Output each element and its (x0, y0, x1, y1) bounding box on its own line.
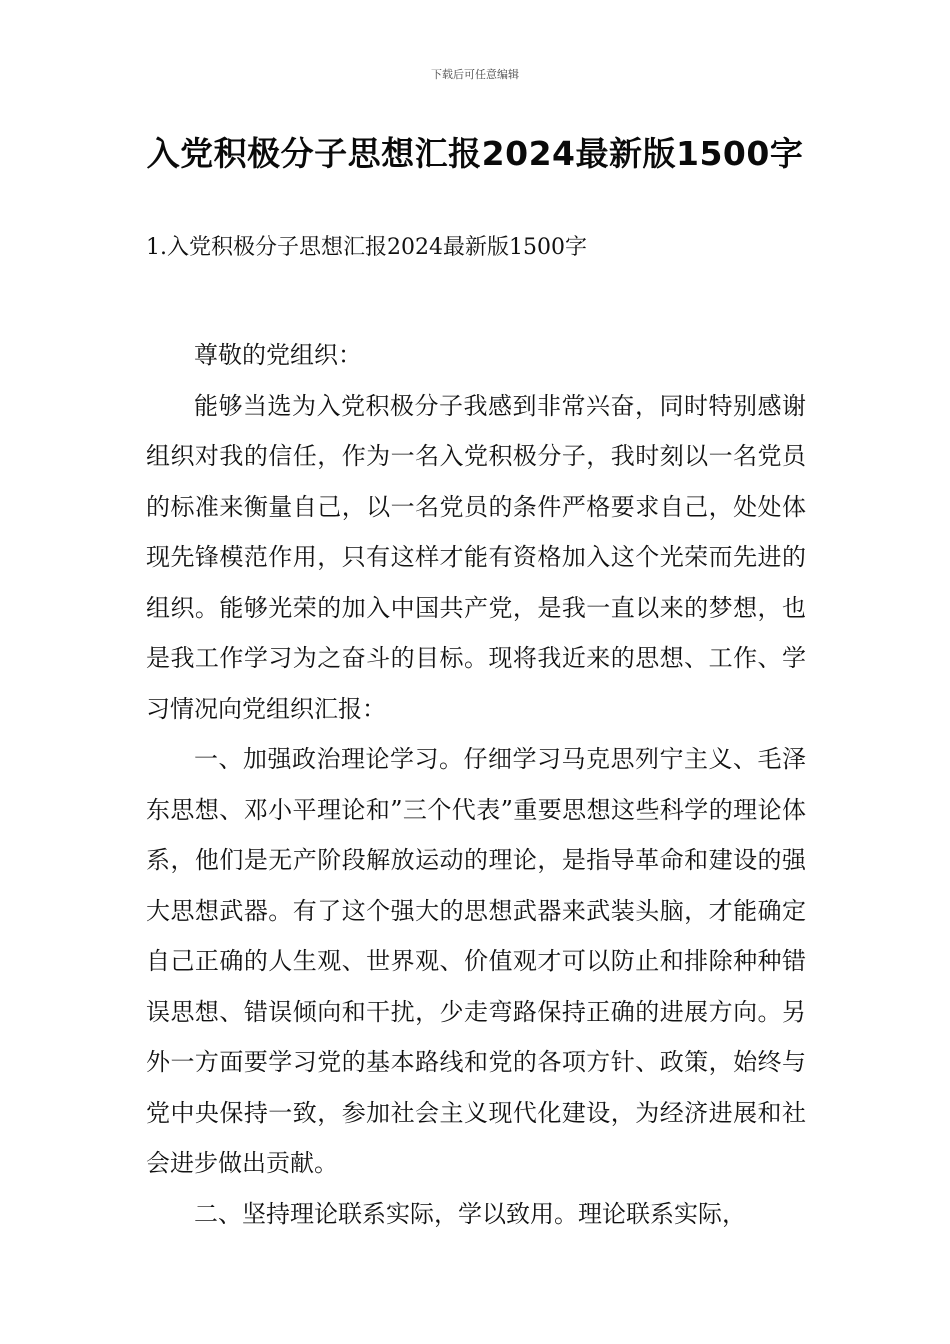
paragraph-section-two: 二、坚持理论联系实际，学以致用。理论联系实际， (194, 1199, 746, 1228)
document-subtitle: 1.入党积极分子思想汇报2024最新版1500字 (146, 235, 587, 260)
salutation: 尊敬的党组织： (194, 341, 362, 369)
document-title: 入党积极分子思想汇报2024最新版1500字 (146, 134, 804, 173)
paragraph-intro: 能够当选为入党积极分子我感到非常兴奋，同时特别感谢组织对我的信任，作为一名入党积极分子，我时刻以一名党员的标准来衡量自己，以一名党员的条件严格要求自己，处处体现先锋模范作用，只有这样才能有资格加入这个光荣而先进的组织。能够光荣的加入中国共产党，是我一直以来的梦想，也是我工作学习为之奋斗的目标。现将我近来的思想、工作、学习情况向党组织汇报： (146, 391, 806, 723)
header-note: 下载后可任意编辑 (431, 68, 519, 81)
document-body (146, 330, 806, 1239)
paragraph-section-one: 一、加强政治理论学习。仔细学习马克思列宁主义、毛泽东思想、邓小平理论和”三个代表”重要思想这些科学的理论体系，他们是无产阶段解放运动的理论，是指导革命和建设的强大思想武器。有了这个强大的思想武器来武装头脑，才能确定自己正确的人生观、世界观、价值观才可以防止和排除种种错误思想、错误倾向和干扰，少走弯路保持正确的进展方向。另外一方面要学习党的基本路线和党的各项方针、政策，始终与党中央保持一致，参加社会主义现代化建设，为经济进展和社会进步做出贡献。 (146, 745, 806, 1177)
